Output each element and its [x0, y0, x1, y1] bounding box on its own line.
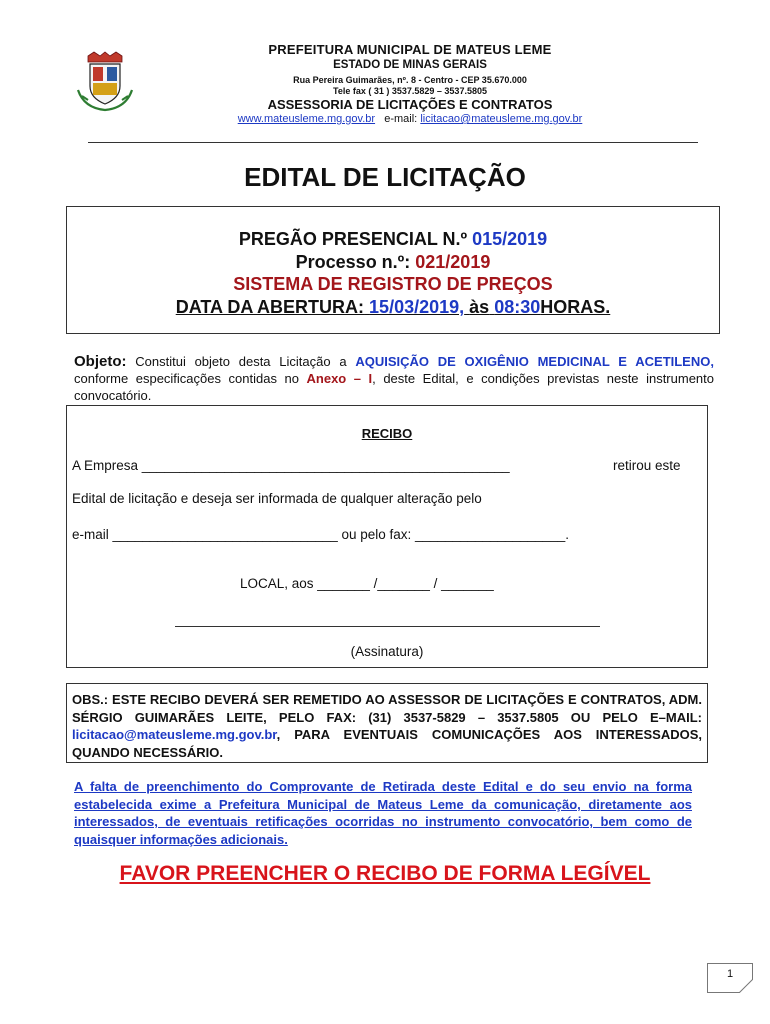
header-divider [88, 142, 698, 143]
objeto-highlight: AQUISIÇÃO DE OXIGÊNIO MEDICINAL E ACETILENO, [355, 354, 714, 369]
as-label: às [469, 297, 490, 317]
data-label: DATA DA ABERTURA: [175, 297, 365, 317]
obs-email: licitacao@mateusleme.mg.gov.br [72, 727, 277, 742]
hora-value: 08:30 [494, 297, 541, 317]
recibo-local-date-field[interactable]: LOCAL, aos _______ /_______ / _______ [240, 576, 494, 591]
signature-line[interactable] [175, 626, 600, 627]
state-name: ESTADO DE MINAS GERAIS [333, 59, 487, 71]
data-abertura-line [66, 297, 720, 318]
recibo-empresa-field[interactable]: A Empresa _________________________________________________ [72, 458, 510, 473]
pregao-label: PREGÃO PRESENCIAL N.º [238, 229, 468, 249]
obs-text2: , PARA EVENTUAIS COMUNICAÇÕES AOS INTERESSADOS, QUANDO NECESSÁRIO. [72, 727, 702, 760]
horas-label: HORAS. [540, 297, 611, 317]
pregao-line [66, 229, 720, 250]
page-fold-icon [739, 979, 753, 993]
page-number: 1 [726, 968, 734, 980]
document-title: EDITAL DE LICITAÇÃO [244, 162, 526, 192]
email-label: e-mail: [384, 113, 418, 125]
falta-notice: A falta de preenchimento do Comprovante de Retirada deste Edital e do seu envio na forma estabelecida exime a Prefeitura Municipal de Mateus Leme da comunicação, diretamente aos interessados, de eventuais retificações ocorridas no instrumento convocatório, bem como de quaisquer informações adicionais. [74, 779, 692, 847]
data-value: 15/03/2019, [369, 297, 465, 317]
recibo-retirou: retirou este [613, 458, 681, 473]
objeto-text2: conforme especificações contidas no [74, 371, 299, 386]
sistema-line: SISTEMA DE REGISTRO DE PREÇOS [233, 274, 553, 294]
department: ASSESSORIA DE LICITAÇÕES E CONTRATOS [267, 97, 553, 112]
recibo-edital-line: Edital de licitação e deseja ser informada de qualquer alteração pelo [72, 491, 482, 506]
obs-text1: OBS.: ESTE RECIBO DEVERÁ SER REMETIDO AO ASSESSOR DE LICITAÇÕES E CONTRATOS, ADM. SÉRGIO GUIMARÃES LEITE, PELO FAX: (31) 3537-5829 – 3537.5805 OU PELO E–MAIL: [72, 692, 702, 725]
contact-links [150, 113, 670, 125]
coat-of-arms-logo [74, 50, 136, 112]
recibo-title: RECIBO [361, 426, 413, 441]
assinatura-label: (Assinatura) [350, 644, 424, 659]
objeto-paragraph [74, 353, 714, 404]
objeto-label: Objeto: [74, 353, 127, 370]
address: Rua Pereira Guimarães, nº. 8 - Centro - CEP 35.670.000 [293, 75, 527, 85]
processo-line [66, 252, 720, 273]
email-link[interactable]: licitacao@mateusleme.mg.gov.br [420, 113, 583, 125]
phone: Tele fax ( 31 ) 3537.5829 – 3537.5805 [333, 86, 487, 96]
objeto-text3: , deste Edital, e condições previstas neste instrumento convocatório. [74, 371, 714, 403]
processo-number: 021/2019 [415, 252, 491, 272]
objeto-text1: Constitui objeto desta Licitação a [135, 354, 347, 369]
objeto-anexo: Anexo – I [306, 371, 373, 386]
favor-notice: FAVOR PREENCHER O RECIBO DE FORMA LEGÍVEL [119, 862, 651, 885]
pregao-number: 015/2019 [472, 229, 548, 249]
org-name: PREFEITURA MUNICIPAL DE MATEUS LEME [268, 42, 552, 57]
website-link[interactable]: www.mateusleme.mg.gov.br [237, 113, 376, 125]
recibo-email-fax-field[interactable]: e-mail ______________________________ ou pelo fax: ____________________. [72, 527, 569, 542]
obs-paragraph [72, 691, 702, 761]
processo-label: Processo n.º: [295, 252, 411, 272]
